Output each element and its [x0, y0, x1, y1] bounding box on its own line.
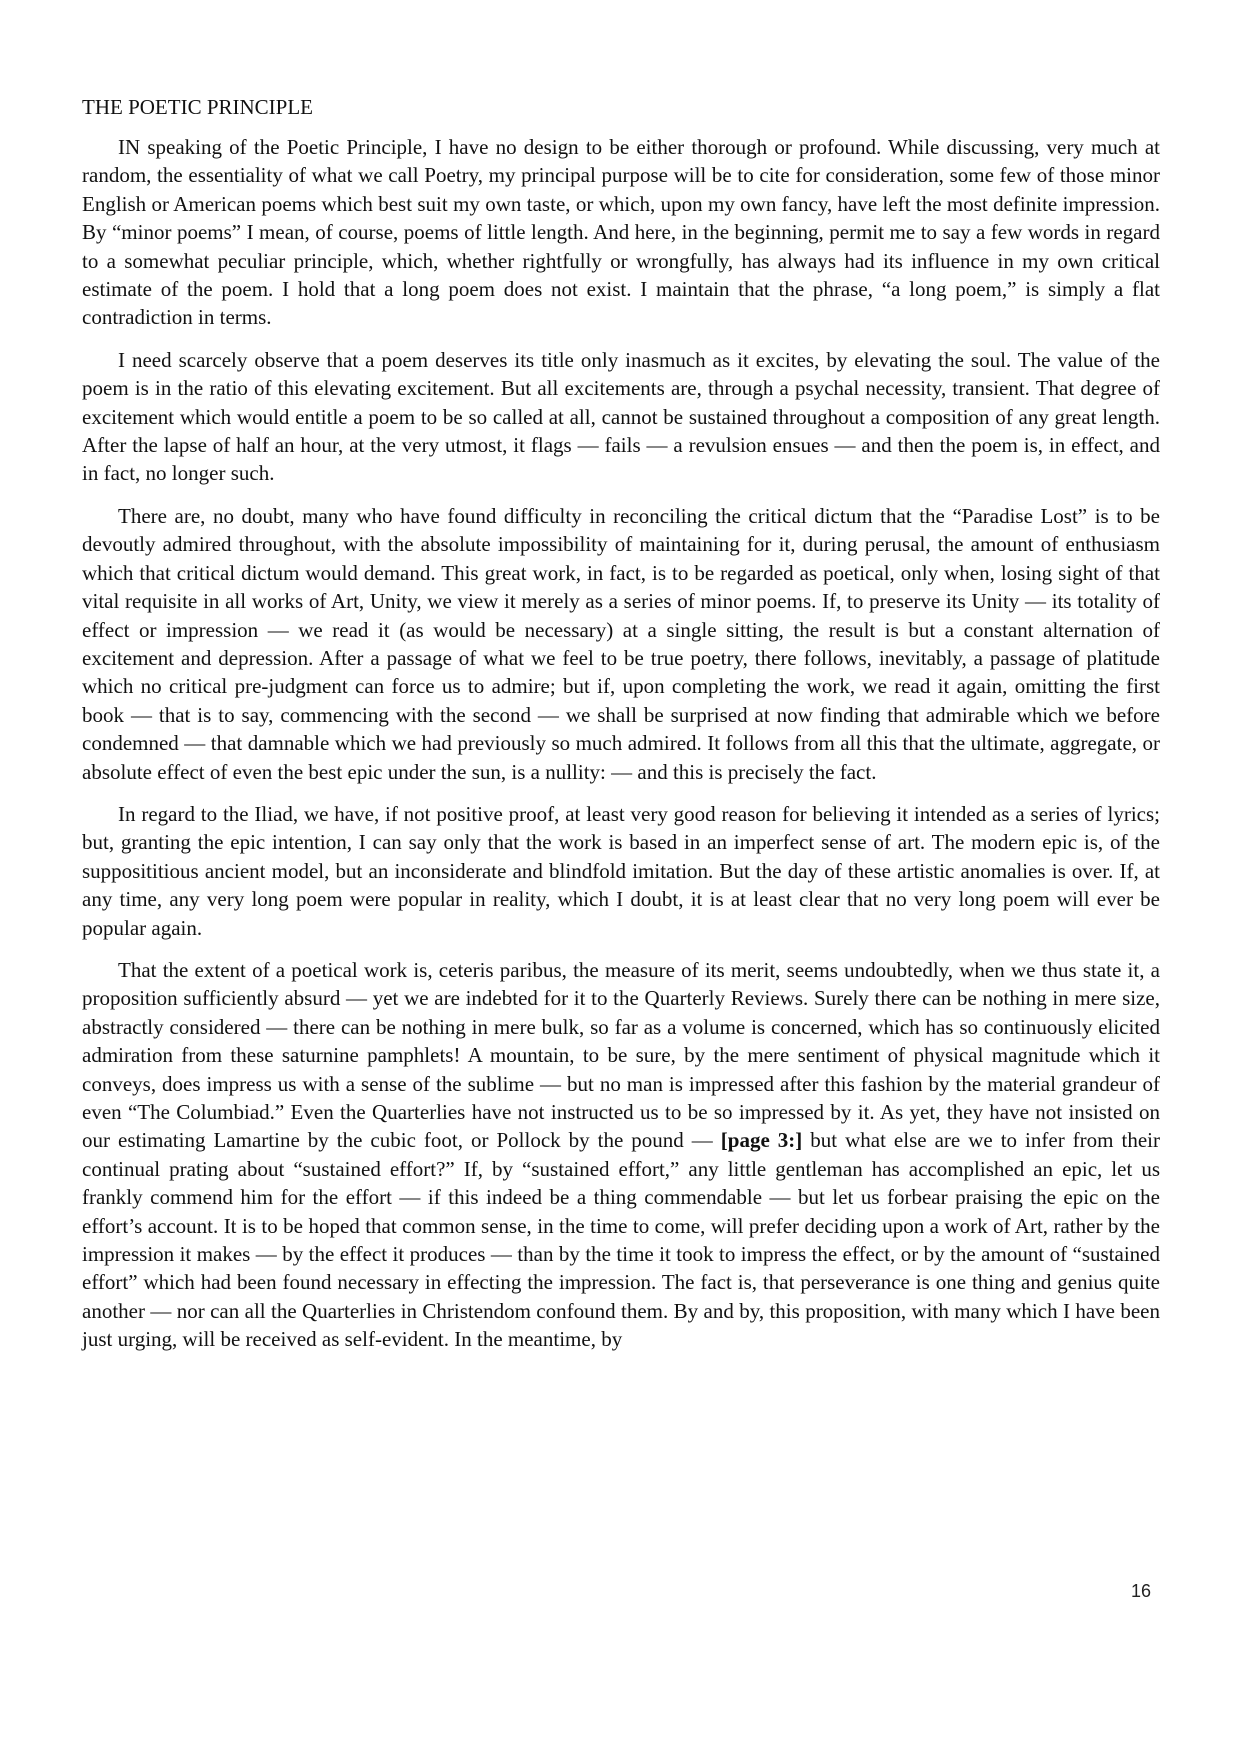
paragraph-2: I need scarcely observe that a poem deserves its title only inasmuch as it excites, by elevating the soul. The value of the poem is in the ratio of this elevating excitement. But all excitements are, through a psychal necessity, transient. That degree of excitement which would entitle a poem to be so called at all, cannot be sustained throughout a composition of any great length. After the lapse of half an hour, at the very utmost, it flags — fails — a revulsion ensues — and then the poem is, in effect, and in fact, no longer such. — [82, 347, 1160, 486]
page-marker: [page 3:] — [720, 1128, 803, 1153]
document-page — [82, 94, 1160, 1368]
paragraph-5 — [82, 956, 1160, 1354]
paragraph-3: There are, no doubt, many who have found difficulty in reconciling the critical dictum that the “Paradise Lost” is to be devoutly admired throughout, with the absolute impossibility of maintaining for it, during perusal, the amount of enthusiasm which that critical dictum would demand. This great work, in fact, is to be regarded as poetical, only when, losing sight of that vital requisite in all works of Art, Unity, we view it merely as a series of minor poems. If, to preserve its Unity — its totality of effect or impression — we read it (as would be necessary) at a single sitting, the result is but a constant alternation of excitement and depression. After a passage of what we feel to be true poetry, there follows, inevitably, a passage of platitude which no critical pre-judgment can force us to admire; but if, upon completing the work, we read it again, omitting the first book — that is to say, commencing with the second — we shall be surprised at now finding that admirable which we before condemned — that damnable which we had previously so much admired. It follows from all this that the ultimate, aggregate, or absolute effect of even the best epic under the sun, is a nullity: — and this is precisely the fact. — [82, 503, 1160, 784]
page-number: 16 — [1131, 1581, 1152, 1601]
document-title: THE POETIC PRINCIPLE — [82, 95, 313, 119]
paragraph-5-text-before: That the extent of a poetical work is, ceteris paribus, the measure of its merit, seems undoubtedly, when we thus state it, a proposition sufficiently absurd — yet we are indebted for it to the Quarterly Reviews. Surely there can be nothing in mere size, abstractly considered — there can be nothing in mere bulk, so far as a volume is concerned, which has so continuously elicited admiration from these saturnine pamphlets! A mountain, to be sure, by the mere sentiment of physical magnitude which it conveys, does impress us with a sense of the sublime — but no man is impressed after this fashion by the material grandeur of even “The Columbiad.” Even the Quarterlies have not instructed us to be so impressed by it. As yet, they have not insisted on our estimating Lamartine by the cubic foot, or Pollock by the pound — — [82, 957, 1160, 1153]
paragraph-1: IN speaking of the Poetic Principle, I have no design to be either thorough or profound. While discussing, very much at random, the essentiality of what we call Poetry, my principal purpose will be to cite for consideration, some few of those minor English or American poems which best suit my own taste, or which, upon my own fancy, have left the most definite impression. By “minor poems” I mean, of course, poems of little length. And here, in the beginning, permit me to say a few words in regard to a somewhat peculiar principle, which, whether rightfully or wrongfully, has always had its influence in my own critical estimate of the poem. I hold that a long poem does not exist. I maintain that the phrase, “a long poem,” is simply a flat contradiction in terms. — [82, 135, 1160, 330]
paragraph-4: In regard to the Iliad, we have, if not positive proof, at least very good reason for believing it intended as a series of lyrics; but, granting the epic intention, I can say only that the work is based in an imperfect sense of art. The modern epic is, of the supposititious ancient model, but an inconsiderate and blindfold imitation. But the day of these artistic anomalies is over. If, at any time, any very long poem were popular in reality, which I doubt, it is at least clear that no very long poem will ever be popular again. — [82, 801, 1160, 940]
paragraph-5-text-after: but what else are we to infer from their continual prating about “sustained effort?” If, by “sustained effort,” any little gentleman has accomplished an epic, let us frankly commend him for the effort — if this indeed be a thing commendable — but let us forbear praising the epic on the effort’s account. It is to be hoped that common sense, in the time to come, will prefer deciding upon a work of Art, rather by the impression it makes — by the effect it produces — than by the time it took to impress the effect, or by the amount of “sustained effort” which had been found necessary in effecting the impression. The fact is, that perseverance is one thing and genius quite another — nor can all the Quarterlies in Christendom confound them. By and by, this proposition, with many which I have been just urging, will be received as self-evident. In the meantime, by — [82, 1128, 1160, 1352]
